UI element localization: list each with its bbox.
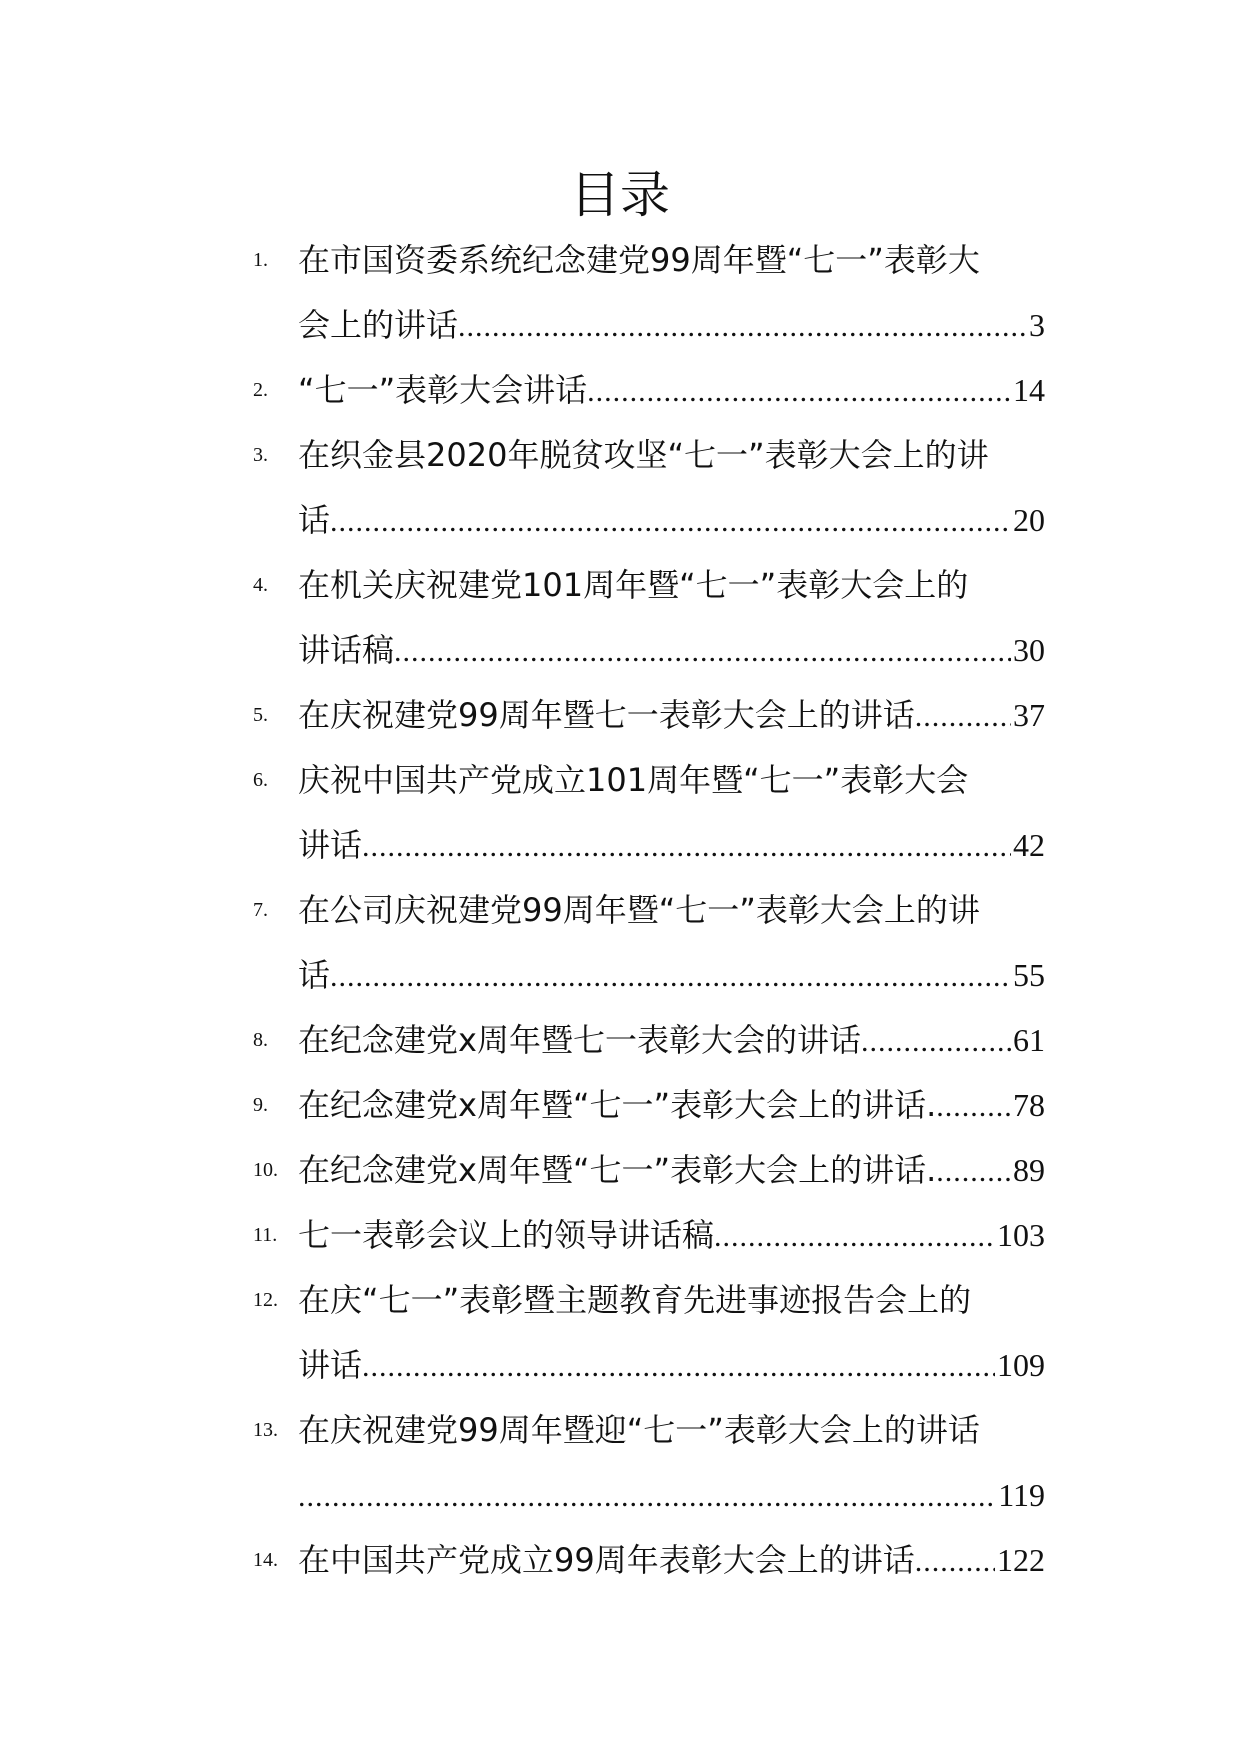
entry-number: 4. xyxy=(253,574,268,596)
entry-page-number: 55 xyxy=(1013,957,1045,993)
entry-title: 在庆祝建党99周年暨七一表彰大会上的讲话 xyxy=(298,696,915,734)
toc-entry-14[interactable] xyxy=(0,1528,1240,1593)
entry-title-line2: 讲话 xyxy=(298,826,363,864)
entry-number: 5. xyxy=(253,704,268,726)
table-of-contents xyxy=(0,228,1240,1593)
dot-leader xyxy=(714,1204,995,1269)
entry-page-number: 89 xyxy=(1013,1152,1045,1188)
toc-entry-13[interactable] xyxy=(0,1398,1240,1528)
entry-page-number: 103 xyxy=(997,1217,1045,1253)
entry-title-line2: 讲话 xyxy=(298,1346,363,1384)
entry-title-line1: 在庆“七一”表彰暨主题教育先进事迹报告会上的 xyxy=(298,1281,972,1319)
entry-title-line1: 在庆祝建党99周年暨迎“七一”表彰大会上的讲话 xyxy=(298,1411,980,1449)
entry-number: 3. xyxy=(253,444,268,466)
toc-entry-11[interactable] xyxy=(0,1203,1240,1268)
entry-title: 在中国共产党成立99周年表彰大会上的讲话 xyxy=(298,1541,915,1579)
entry-title-line2: 话 xyxy=(298,956,331,994)
entry-page-number: 78 xyxy=(1013,1087,1045,1123)
dot-leader xyxy=(861,1009,1011,1074)
toc-entry-1[interactable] xyxy=(0,228,1240,358)
dot-leader xyxy=(915,684,1011,749)
entry-number: 13. xyxy=(253,1419,278,1441)
page-title: 目录 xyxy=(570,166,670,224)
dot-leader xyxy=(362,814,1011,879)
dot-leader xyxy=(458,294,1027,359)
entry-title-line1: 庆祝中国共产党成立101周年暨“七一”表彰大会 xyxy=(298,761,969,799)
entry-number: 1. xyxy=(253,249,268,271)
entry-number: 9. xyxy=(253,1094,268,1116)
toc-entry-12[interactable] xyxy=(0,1268,1240,1398)
entry-title: 七一表彰会议上的领导讲话稿 xyxy=(298,1216,715,1254)
entry-title-line1: 在织金县2020年脱贫攻坚“七一”表彰大会上的讲 xyxy=(298,436,989,474)
entry-page-number: 42 xyxy=(1013,827,1045,863)
entry-number: 2. xyxy=(253,379,268,401)
entry-number: 8. xyxy=(253,1029,268,1051)
entry-page-number: 14 xyxy=(1013,372,1045,408)
entry-title-line1: 在市国资委系统纪念建党99周年暨“七一”表彰大 xyxy=(298,241,980,279)
dot-leader xyxy=(330,489,1011,554)
entry-page-number: 20 xyxy=(1013,502,1045,538)
dot-leader xyxy=(936,1139,1011,1204)
toc-entry-6[interactable] xyxy=(0,748,1240,878)
entry-page-number: 37 xyxy=(1013,697,1045,733)
dot-leader xyxy=(362,1334,995,1399)
toc-entry-4[interactable] xyxy=(0,553,1240,683)
entry-page-number: 61 xyxy=(1013,1022,1045,1058)
entry-page-number: 109 xyxy=(997,1347,1045,1383)
entry-number: 7. xyxy=(253,899,268,921)
entry-number: 10. xyxy=(253,1159,278,1181)
entry-number: 11. xyxy=(253,1224,278,1246)
dot-leader xyxy=(915,1529,995,1594)
toc-entry-10[interactable] xyxy=(0,1138,1240,1203)
entry-title-line2: 讲话稿 xyxy=(298,631,395,669)
entry-number: 12. xyxy=(253,1289,278,1311)
entry-page-number: 3 xyxy=(1029,307,1045,343)
dot-leader xyxy=(394,619,1011,684)
entry-title-line2: 话 xyxy=(298,501,331,539)
toc-entry-3[interactable] xyxy=(0,423,1240,553)
toc-entry-7[interactable] xyxy=(0,878,1240,1008)
entry-title: 在纪念建党x周年暨“七一”表彰大会上的讲话. xyxy=(298,1086,937,1124)
dot-leader xyxy=(298,1464,996,1529)
entry-number: 14. xyxy=(253,1549,278,1571)
entry-title: 在纪念建党x周年暨“七一”表彰大会上的讲话. xyxy=(298,1151,937,1189)
entry-title: 在纪念建党x周年暨七一表彰大会的讲话 xyxy=(298,1021,861,1059)
toc-entry-9[interactable] xyxy=(0,1073,1240,1138)
entry-title-line1: 在公司庆祝建党99周年暨“七一”表彰大会上的讲 xyxy=(298,891,980,929)
entry-number: 6. xyxy=(253,769,268,791)
entry-title-line2: 会上的讲话 xyxy=(298,306,459,344)
toc-entry-2[interactable] xyxy=(0,358,1240,423)
toc-entry-8[interactable] xyxy=(0,1008,1240,1073)
toc-entry-5[interactable] xyxy=(0,683,1240,748)
entry-page-number: 30 xyxy=(1013,632,1045,668)
dot-leader xyxy=(330,944,1011,1009)
dot-leader xyxy=(587,359,1011,424)
entry-title: “七一”表彰大会讲话 xyxy=(298,371,588,409)
dot-leader xyxy=(936,1074,1011,1139)
entry-page-number: 119 xyxy=(998,1477,1045,1513)
entry-page-number: 122 xyxy=(997,1542,1045,1578)
entry-title-line1: 在机关庆祝建党101周年暨“七一”表彰大会上的 xyxy=(298,566,969,604)
